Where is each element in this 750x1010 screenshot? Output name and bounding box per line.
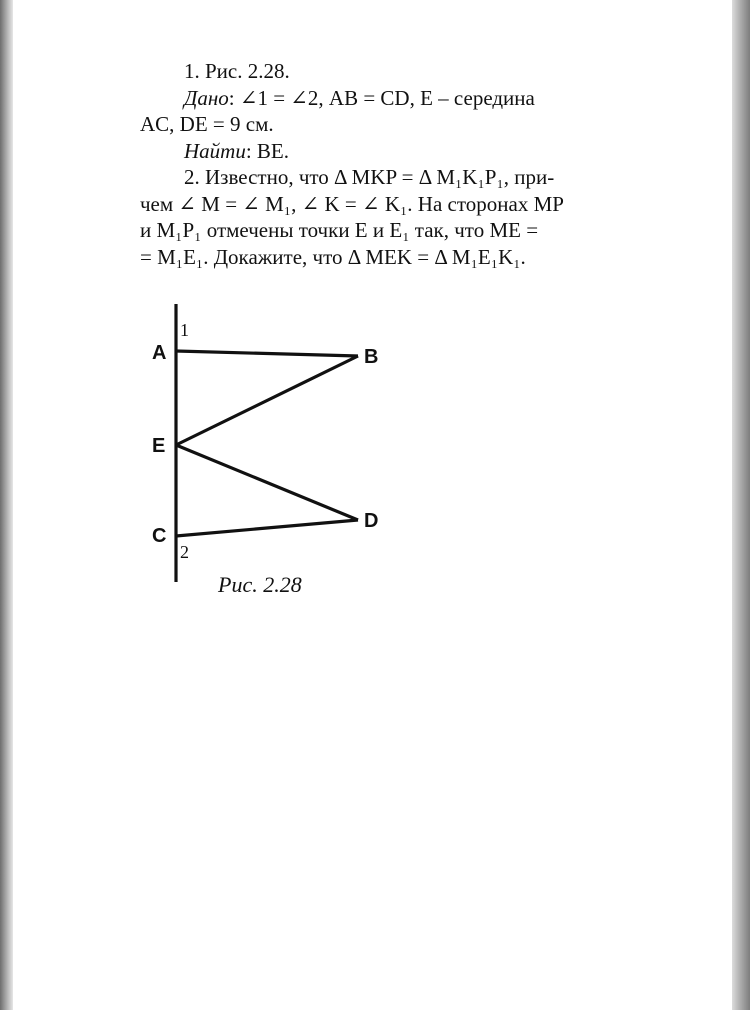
- point-A-label: A: [152, 342, 167, 364]
- point-B-label: B: [364, 346, 379, 368]
- page-shadow-right: [732, 0, 750, 1010]
- problem1-given: [140, 85, 618, 112]
- figure-2-28: [140, 298, 400, 610]
- segment-AB: [176, 351, 358, 356]
- angle-2-label: 2: [180, 542, 189, 562]
- point-C-label: C: [152, 525, 167, 547]
- problem1-title: 1. Рис. 2.28.: [184, 59, 290, 83]
- find-text: : BE.: [245, 138, 290, 163]
- given-label: Дано: [184, 85, 229, 110]
- problem-text: [140, 58, 618, 270]
- problem2-line4: = M₁E₁. Докажите, что Δ MEK = Δ M₁E₁K₁.: [140, 244, 526, 269]
- page-shadow-left: [0, 0, 13, 1010]
- problem1-find: [140, 138, 618, 165]
- segment-DC: [176, 520, 358, 536]
- angle-1-label: 1: [180, 320, 189, 340]
- point-E-label: E: [152, 435, 166, 457]
- figure-caption: Рис. 2.28: [218, 572, 302, 597]
- problem2-line2: чем ∠ M = ∠ M₁, ∠ K = ∠ K₁. На сторонах MP: [140, 191, 564, 216]
- segment-BE: [176, 356, 358, 445]
- given-text: : ∠1 = ∠2, AB = CD, E – середина: [228, 85, 535, 110]
- point-D-label: D: [364, 510, 379, 532]
- segment-ED: [176, 445, 358, 520]
- find-label: Найти: [184, 138, 246, 163]
- problem1-given-cont: AC, DE = 9 см.: [140, 112, 274, 136]
- problem2-line3: и M₁P₁ отмечены точки E и E₁ так, что ME =: [140, 218, 539, 242]
- figure-drawing: [140, 298, 400, 610]
- problem2-line1: 2. Известно, что Δ MKP = Δ M₁K₁P₁, при-: [184, 165, 555, 189]
